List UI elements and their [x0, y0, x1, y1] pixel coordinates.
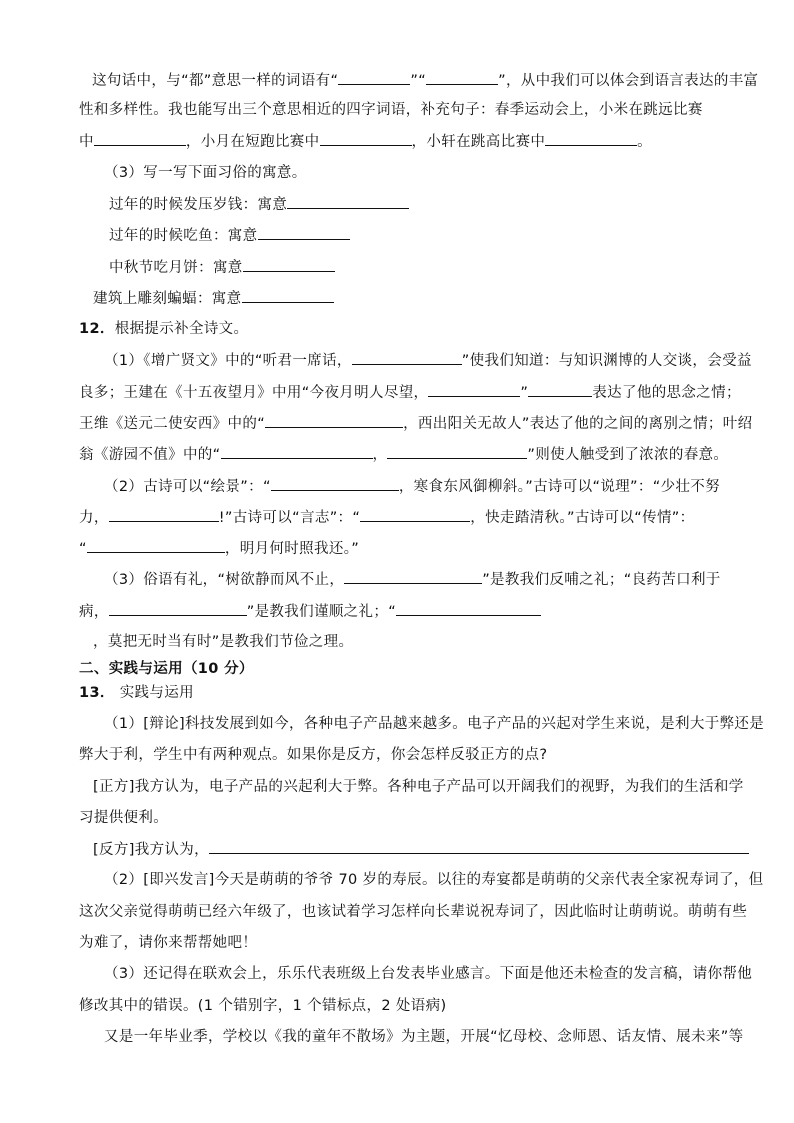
text-line [0, 902, 794, 922]
text-segment: （1）《增广贤文》中的“听君一席话， [104, 353, 352, 369]
text-segment: ”则使人触受到了浓浓的春意。 [527, 447, 729, 463]
text-segment: [反方]我方认为， [93, 842, 209, 858]
text-segment: ”使我们知道：与知识渊博的人交谈，会受益 [461, 353, 752, 369]
text-segment: 又是一年毕业季，学校以《我的童年不散场》为主题，开展“忆母校、念师恩、话友情、展未来”等 [104, 1029, 744, 1045]
answer-blank[interactable] [387, 444, 527, 459]
text-line [0, 808, 794, 828]
text-line [0, 964, 794, 984]
text-segment: ” [520, 385, 529, 401]
text-segment: 过年的时候吃鱼：寓意 [109, 228, 258, 244]
text-line [0, 413, 794, 434]
text-segment: 性和多样性。我也能写出三个意思相近的四字词语，补充句子：春季运动会上，小米在跳远比赛 [79, 102, 703, 118]
text-line [0, 996, 794, 1016]
text-line [0, 131, 794, 152]
answer-blank[interactable] [528, 382, 592, 397]
answer-blank[interactable] [396, 601, 541, 616]
text-segment: （1）[辩论]科技发展到如今，各种电子产品越来越多。电子产品的兴起对学生来说，是利大于弊还是 [104, 716, 765, 732]
answer-blank[interactable] [242, 288, 334, 303]
text-line [0, 714, 794, 734]
text-segment: （3）写一写下面习俗的寓意。 [104, 165, 307, 181]
answer-blank[interactable] [258, 225, 350, 240]
answer-blank[interactable] [344, 569, 482, 584]
text-segment: 为难了，请你来帮帮她吧！ [79, 935, 258, 951]
text-segment: （2）古诗可以“绘景”：“ [104, 479, 271, 495]
text-line [0, 382, 794, 403]
text-segment: 良多；王建在《十五夜望月》中用“今夜月明人尽望， [79, 385, 429, 401]
text-line [0, 444, 794, 465]
text-segment: 翁《游园不值》中的“ [79, 447, 221, 463]
text-segment: ，寒食东风御柳斜。”古诗可以“说理”：“少壮不努 [398, 479, 721, 495]
text-segment: ， [372, 447, 388, 463]
text-segment: 中秋节吃月饼：寓意 [109, 260, 243, 276]
text-segment: 病， [79, 604, 109, 620]
text-segment: “ [79, 541, 87, 557]
text-line [0, 839, 794, 860]
text-line [0, 225, 794, 246]
text-segment: 修改其中的错误。(1 个错别字，1 个错标点，2 处语病) [79, 998, 447, 1014]
answer-blank[interactable] [360, 507, 470, 522]
text-line [0, 683, 794, 703]
text-line [0, 507, 794, 528]
text-line [0, 870, 794, 890]
text-line [0, 745, 794, 765]
text-segment: 这次父亲觉得萌萌已经六年级了，也该试着学习怎样向长辈说祝寿词了，因此临时让萌萌说。萌萌有些 [79, 904, 748, 920]
text-segment: 表达了他的思念之情； [592, 385, 741, 401]
answer-blank[interactable] [109, 601, 247, 616]
text-line [0, 601, 794, 622]
answer-blank[interactable] [221, 444, 373, 459]
answer-blank[interactable] [287, 194, 409, 209]
text-line [0, 1027, 794, 1047]
text-segment: 建筑上雕刻蝙蝠：寓意 [93, 291, 242, 307]
text-line [0, 163, 794, 183]
answer-blank[interactable] [426, 70, 498, 85]
text-segment: （2）[即兴发言]今天是萌萌的爷爷 70 岁的寿辰。以往的寿宴都是萌萌的父亲代表全家祝寿词了，但 [104, 872, 764, 888]
text-segment: 13． [79, 685, 115, 701]
text-segment: 过年的时候发压岁钱：寓意 [109, 197, 288, 213]
text-segment: ，快走踏清秋。”古诗可以“传情”： [470, 510, 695, 526]
text-line [0, 350, 794, 371]
text-line [0, 569, 794, 590]
text-line [0, 288, 794, 309]
text-segment: 实践与运用 [114, 685, 194, 701]
text-segment: ，明月何时照我还。” [224, 541, 360, 557]
answer-blank[interactable] [109, 507, 219, 522]
answer-blank[interactable] [94, 131, 186, 146]
text-segment: ”是教我们谨顺之礼；“ [246, 604, 397, 620]
text-segment: 中 [79, 134, 94, 150]
text-segment: [正方]我方认为，电子产品的兴起利大于弊。各种电子产品可以开阔我们的视野，为我们的生活和学 [93, 779, 744, 795]
answer-blank[interactable] [352, 350, 462, 365]
text-segment: 这句话中，与“都”意思一样的词语有“ [92, 73, 339, 89]
text-segment: 12． [79, 321, 115, 337]
text-segment: （3）还记得在联欢会上，乐乐代表班级上台发表毕业感言。下面是他还未检查的发言稿，请你帮他 [104, 966, 753, 982]
text-segment: 力， [79, 510, 109, 526]
text-segment: 王维《送元二使安西》中的“ [79, 416, 266, 432]
text-segment: ，莫把无时当有时”是教我们节俭之理。 [93, 634, 354, 650]
text-line [0, 632, 794, 652]
text-segment: ”“ [410, 73, 427, 89]
text-line [0, 777, 794, 797]
text-line [0, 933, 794, 953]
text-segment: ，小轩在跳高比赛中 [411, 134, 546, 150]
text-segment: 二、实践与运用（10 分） [79, 661, 254, 677]
text-line [0, 476, 794, 497]
text-segment: 弊大于利，学生中有两种观点。如果你是反方，你会怎样反驳正方的点? [79, 747, 548, 763]
text-line [0, 257, 794, 278]
answer-blank[interactable] [428, 382, 520, 397]
answer-blank[interactable] [265, 413, 403, 428]
answer-blank[interactable] [243, 257, 335, 272]
section-heading [0, 319, 794, 339]
answer-blank[interactable] [545, 131, 637, 146]
text-segment: 根据提示补全诗文。 [114, 321, 249, 337]
answer-blank[interactable] [320, 131, 412, 146]
text-segment: ，西出阳关无故人”表达了他的之间的离别之情；叶绍 [403, 416, 753, 432]
text-line [0, 70, 794, 91]
answer-blank[interactable] [87, 538, 225, 553]
text-segment: ”是教我们反哺之礼；“良药苦口利于 [482, 572, 721, 588]
text-line [0, 194, 794, 215]
text-segment: ”，从中我们可以体会到语言表达的丰富 [498, 73, 759, 89]
text-segment: （3）俗语有礼，“树欲静而风不止， [104, 572, 345, 588]
text-segment: !”古诗可以“言志”：“ [218, 510, 361, 526]
answer-blank[interactable] [209, 839, 749, 854]
text-line [0, 538, 794, 559]
text-segment: 习提供便利。 [79, 810, 169, 826]
text-segment: ，小月在短跑比赛中 [185, 134, 320, 150]
text-line [0, 100, 794, 120]
answer-blank[interactable] [271, 476, 399, 491]
text-segment: 。 [637, 134, 653, 150]
section-heading [0, 659, 794, 679]
answer-blank[interactable] [338, 70, 410, 85]
